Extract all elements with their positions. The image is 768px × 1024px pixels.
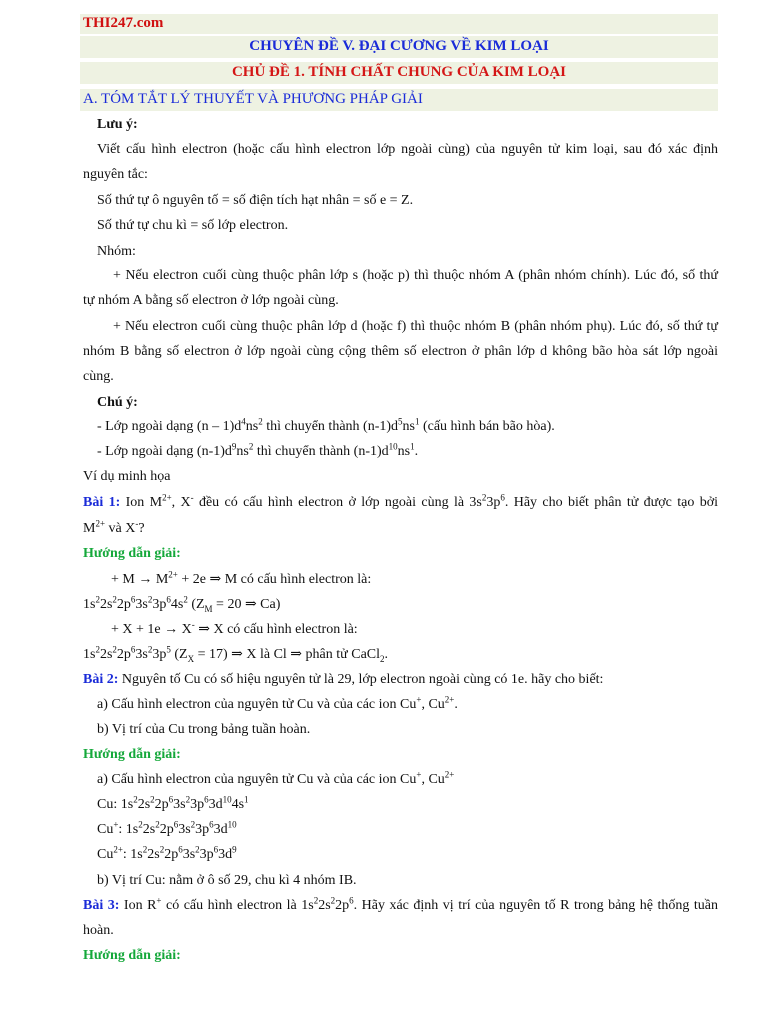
topic-title: CHỦ ĐỀ 1. TÍNH CHẤT CHUNG CỦA KIM LOẠI — [231, 64, 567, 80]
b1-step-2: + X + 1e → X- ⇒ X có cấu hình electron là: — [111, 619, 358, 637]
b2-question: Bài 2: Nguyên tố Cu có số hiệu nguyên tử là 29, lớp electron ngoài cùng có 1e. hãy cho biết: — [83, 672, 604, 687]
remark-1: - Lớp ngoài dạng $(n - 1)d^4ns^2$ thì chuyển thành $(n-1)d^5ns^1$ (cấu hình bán bão hòa). — [97, 416, 555, 434]
theory-p1b: nguyên tắc: — [83, 167, 148, 182]
theory-p5a: + Nếu electron cuối cùng thuộc phân lớp s (hoặc p) thì thuộc nhóm A (phân nhóm chính). Lúc đó, số thứ — [113, 268, 718, 283]
b1-config-cl: $1s^22s^22p^63s^23p^5$ $(Z_X = 17)$ ⇒ X là Cl ⇒ phân tử CaCl$_2$. — [83, 644, 389, 664]
b2-solution-heading: Hướng dẫn giải: — [83, 747, 181, 762]
b3-solution-heading: Hướng dẫn giải: — [83, 948, 181, 963]
b2-question-a: a) Cấu hình electron của nguyên tử Cu và của các ion Cu+, $Cu^{2+}$. — [97, 694, 458, 712]
site-name: THI247.com — [83, 15, 164, 31]
chapter-band — [80, 36, 718, 58]
site-header-band — [80, 14, 718, 34]
b2-config-cu-2plus: $Cu^{2+}$: $1s^22s^22p^63s^23p^63d^9$ — [97, 844, 237, 862]
theory-p5b: tự nhóm A bằng số electron ở lớp ngoài cùng. — [83, 293, 339, 308]
note-label: Lưu ý: — [97, 117, 138, 132]
b1-config-ca: $1s^22s^22p^63s^23p^64s^2$ ($Z_M = 20$ ⇒ Ca) — [83, 594, 281, 614]
topic-band — [80, 62, 718, 84]
theory-p4: Nhóm: — [97, 244, 136, 259]
b2-question-b: b) Vị trí của Cu trong bảng tuần hoàn. — [97, 722, 311, 737]
theory-p3: Số thứ tự chu kì = số lớp electron. — [97, 218, 289, 233]
section-title: A. TÓM TẮT LÝ THUYẾT VÀ PHƯƠNG PHÁP GIẢI — [83, 91, 423, 107]
section-band — [80, 89, 718, 111]
b1-solution-heading: Hướng dẫn giải: — [83, 546, 181, 561]
b1-question: Bài 1: Ion $M^{2+}$, X- đều có cấu hình electron ở lớp ngoài cùng là $3s^23p^6$. Hãy cho biết phân tử được tạo bởi — [83, 492, 718, 510]
b3-question-2: hoàn. — [83, 923, 114, 938]
example-heading: Ví dụ minh họa — [83, 469, 171, 484]
b2-config-cu-plus: Cu+: $1s^22s^22p^63s^23p^63d^{10}$ — [97, 819, 237, 837]
theory-p2: Số thứ tự ô nguyên tố = số điện tích hạt nhân = số e = Z. — [97, 193, 414, 208]
remark-label: Chú ý: — [97, 395, 138, 410]
b3-question: Bài 3: Ion R+ có cấu hình electron là $1s^22s^22p^6$. Hãy xác định vị trí của nguyên tố R trong bảng hệ thống tuần — [83, 895, 719, 913]
theory-p6c: cùng. — [83, 369, 114, 384]
b2-answer-a: a) Cấu hình electron của nguyên tử Cu và của các ion Cu+, $Cu^{2+}$ — [97, 769, 455, 787]
theory-p6b: nhóm B bằng số electron ở lớp ngoài cùng cộng thêm số electron ở phân lớp d không bão hòa sát lớp ngoài — [83, 344, 718, 359]
remark-2: - Lớp ngoài dạng $(n-1)d^9ns^2$ thì chuyển thành $(n-1)d^{10}ns^1$. — [97, 441, 419, 459]
theory-p6a: + Nếu electron cuối cùng thuộc phân lớp d (hoặc f) thì thuộc nhóm B (phân nhóm phụ). Lúc đó, số thứ tự — [113, 319, 718, 334]
b1-step-1: + $M \to M^{2+} + 2e$ ⇒ M có cấu hình electron là: — [111, 569, 372, 587]
theory-p1a: Viết cấu hình electron (hoặc cấu hình electron lớp ngoài cùng) của nguyên tử kim loại, sau đó xác định — [97, 142, 718, 157]
chapter-title: CHUYÊN ĐỀ V. ĐẠI CƯƠNG VỀ KIM LOẠI — [249, 38, 549, 54]
b2-config-cu: Cu: $1s^22s^22p^63s^23p^63d^{10}4s^1$ — [97, 794, 249, 812]
b1-question-2: $M^{2+}$ và X-? — [83, 518, 145, 536]
b2-answer-b: b) Vị trí Cu: nằm ở ô số 29, chu kì 4 nhóm IB. — [97, 873, 357, 888]
